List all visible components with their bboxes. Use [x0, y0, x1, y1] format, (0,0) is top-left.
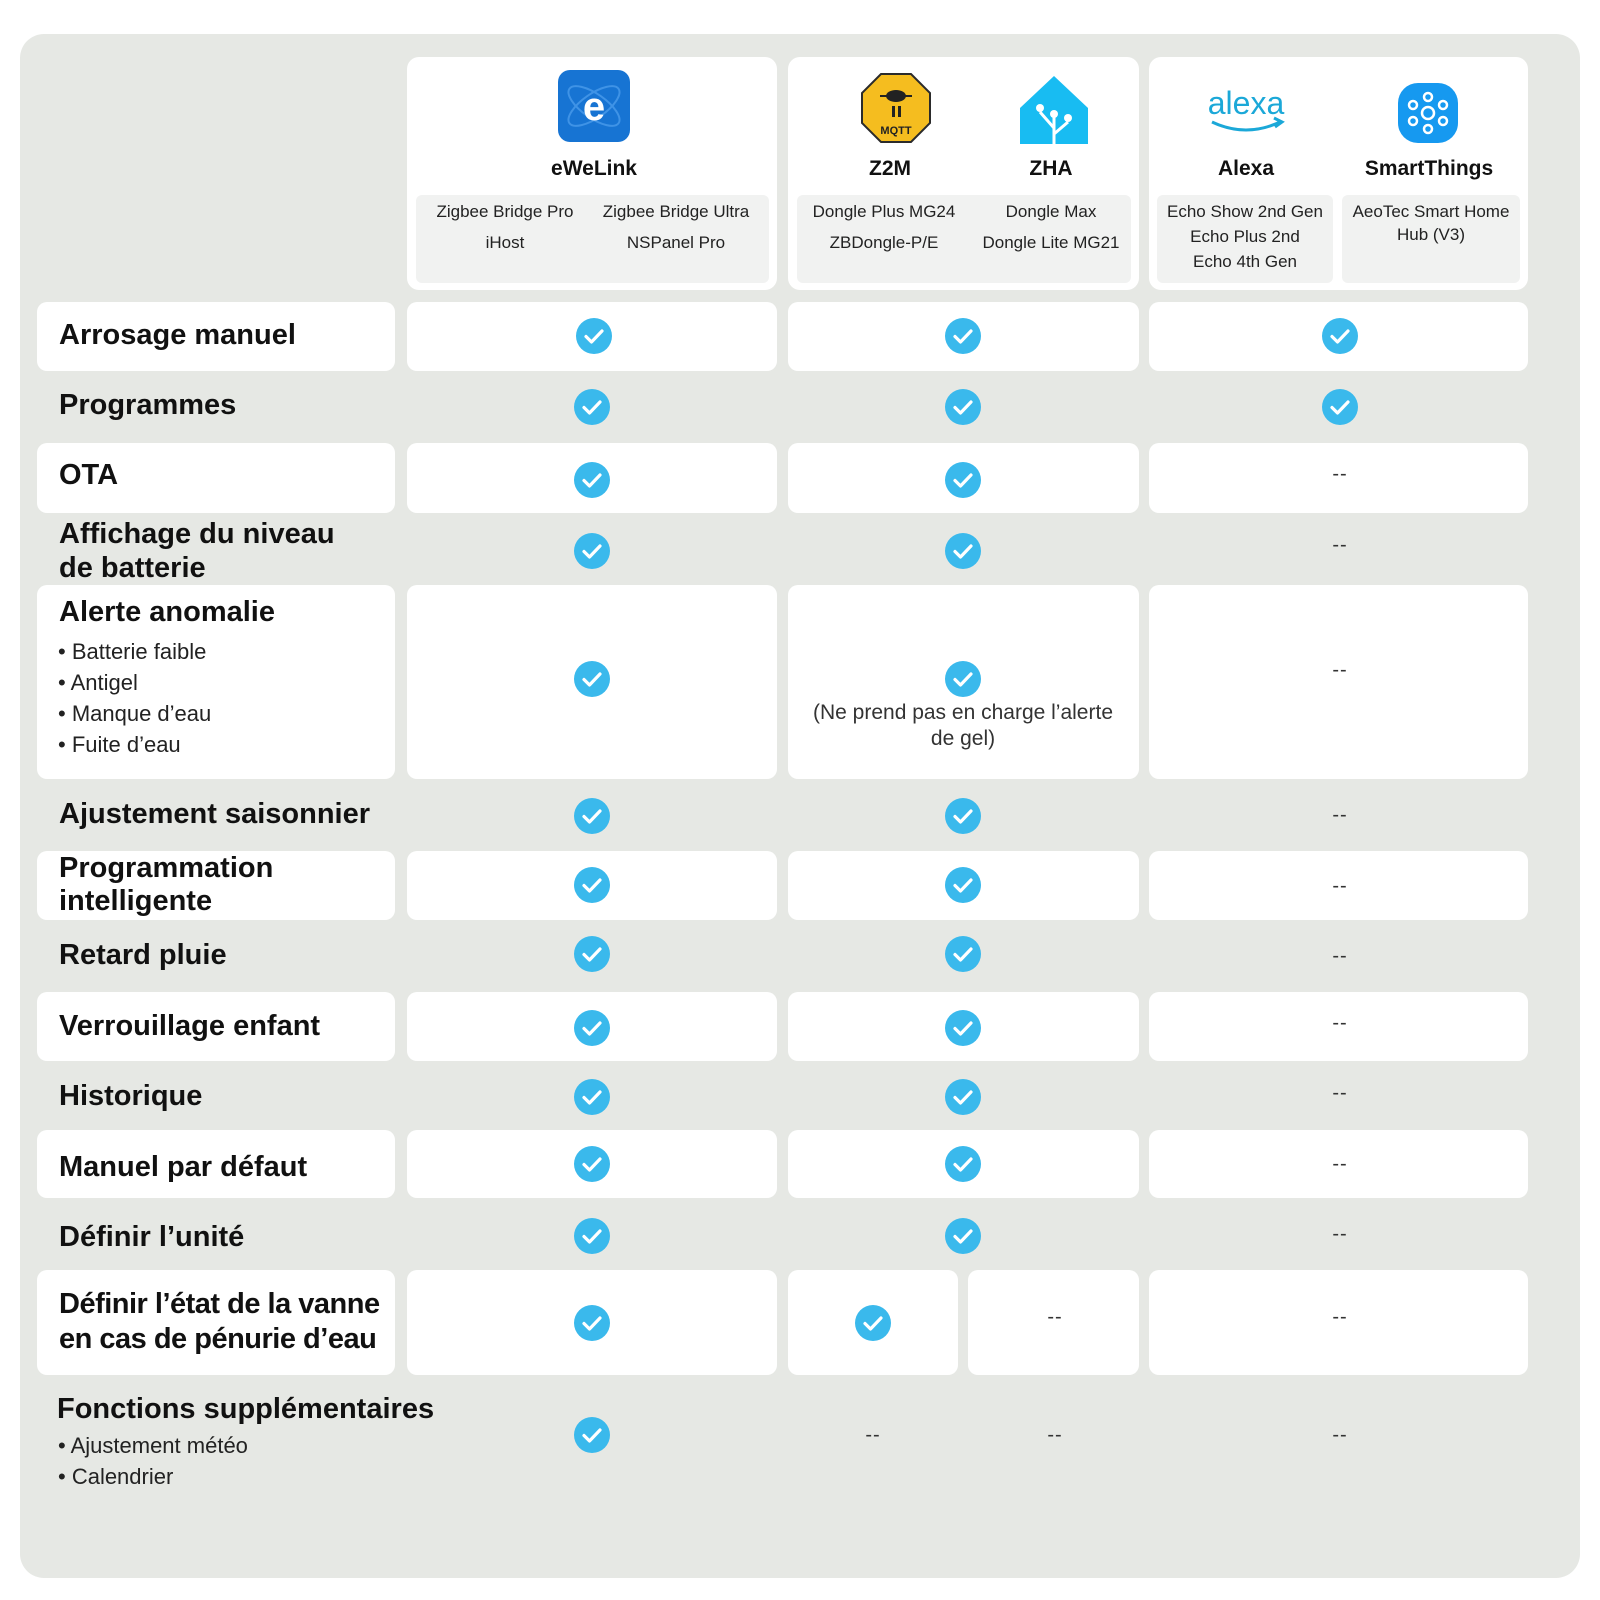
check-circle-icon — [1322, 389, 1358, 425]
feature-vanne-line1: Définir l’état de la vanne — [59, 1288, 380, 1320]
svg-text:MQTT: MQTT — [880, 125, 912, 137]
check-circle-icon — [945, 1146, 981, 1182]
dash-pluie-alexa: -- — [1332, 945, 1348, 967]
check-circle-icon — [574, 936, 610, 972]
check-circle-icon — [574, 1417, 610, 1453]
check-circle-icon — [574, 533, 610, 569]
check-circle-icon — [945, 1218, 981, 1254]
device-aeotec-hub: AeoTec Smart Home — [1352, 202, 1510, 221]
check-circle-icon — [945, 1079, 981, 1115]
feature-manuel-par-defaut: Manuel par défaut — [59, 1151, 308, 1183]
check-circle-icon — [576, 318, 612, 354]
check-circle-icon — [1322, 318, 1358, 354]
check-circle-icon — [945, 318, 981, 354]
feature-programmation-line1: Programmation — [59, 852, 274, 884]
z2m-logo-icon — [860, 72, 932, 144]
device-zigbee-bridge-ultra: Zigbee Bridge Ultra — [602, 202, 750, 221]
dash-unite-alexa: -- — [1332, 1223, 1348, 1245]
row-card-alexa — [1149, 585, 1528, 779]
dash-ota-alexa: -- — [1332, 463, 1348, 485]
check-circle-icon — [574, 1079, 610, 1115]
bullet-manque-eau: • Manque d’eau — [58, 701, 212, 726]
feature-programmation-line2: intelligente — [59, 885, 213, 917]
check-circle-icon — [574, 1010, 610, 1046]
bullet-batterie-faible: • Batterie faible — [58, 639, 207, 664]
dash-manuel-alexa: -- — [1332, 1153, 1348, 1175]
dash-fonctions-zha: -- — [1047, 1424, 1063, 1446]
feature-programmes: Programmes — [59, 389, 237, 421]
check-circle-icon — [945, 798, 981, 834]
device-ihost: iHost — [485, 233, 525, 252]
dash-vanne-zha: -- — [1047, 1306, 1063, 1328]
device-nspanel-pro: NSPanel Pro — [626, 233, 726, 252]
dash-fonctions-alexa: -- — [1332, 1424, 1348, 1446]
device-echo-plus: Echo Plus 2nd — [1190, 227, 1300, 246]
brand-z2m: Z2M — [869, 157, 911, 180]
brand-ewelink: eWeLink — [551, 157, 637, 180]
dash-verrouillage-alexa: -- — [1332, 1012, 1348, 1034]
check-circle-icon — [945, 462, 981, 498]
device-aeotec-hub-v3: Hub (V3) — [1396, 225, 1466, 244]
device-dongle-max: Dongle Max — [1005, 202, 1097, 221]
smartthings-logo-icon — [1398, 83, 1458, 143]
feature-alerte-anomalie: Alerte anomalie — [59, 596, 275, 628]
brand-smartthings: SmartThings — [1364, 157, 1494, 180]
check-circle-icon — [574, 1305, 610, 1341]
bullet-ajustement-meteo: • Ajustement météo — [58, 1433, 248, 1458]
check-circle-icon — [945, 661, 981, 697]
check-circle-icon — [574, 661, 610, 697]
alexa-logo-icon — [1202, 82, 1290, 138]
dash-saisonnier-alexa: -- — [1332, 804, 1348, 826]
svg-text:e: e — [582, 85, 606, 129]
brand-zha: ZHA — [1029, 157, 1073, 180]
device-dongle-lite-mg21: Dongle Lite MG21 — [982, 233, 1120, 252]
feature-definir-unite: Définir l’unité — [59, 1221, 245, 1253]
check-circle-icon — [574, 1146, 610, 1182]
check-circle-icon — [574, 462, 610, 498]
check-circle-icon — [945, 936, 981, 972]
check-circle-icon — [945, 867, 981, 903]
bullet-fuite-eau: • Fuite d’eau — [58, 732, 181, 757]
device-echo-show: Echo Show 2nd Gen — [1167, 202, 1323, 221]
check-circle-icon — [945, 1010, 981, 1046]
feature-ajustement-saisonnier: Ajustement saisonnier — [59, 798, 371, 830]
feature-vanne-line2: en cas de pénurie d’eau — [59, 1323, 377, 1355]
bullet-calendrier: • Calendrier — [58, 1464, 174, 1489]
dash-batterie-alexa: -- — [1332, 534, 1348, 556]
feature-retard-pluie: Retard pluie — [59, 939, 227, 971]
svg-text:alexa: alexa — [1207, 85, 1285, 121]
feature-fonctions-supplementaires: Fonctions supplémentaires — [57, 1393, 435, 1425]
feature-verrouillage-enfant: Verrouillage enfant — [59, 1010, 321, 1042]
z2m-gel-note: (Ne prend pas en charge l’alerte de gel) — [812, 701, 1113, 750]
feature-arrosage-manuel: Arrosage manuel — [59, 319, 296, 351]
brand-alexa: Alexa — [1217, 157, 1275, 180]
check-circle-icon — [574, 867, 610, 903]
device-dongle-plus-mg24: Dongle Plus MG24 — [812, 202, 956, 221]
feature-historique: Historique — [59, 1080, 203, 1112]
feature-ota: OTA — [59, 459, 119, 491]
check-circle-icon — [574, 389, 610, 425]
feature-batterie-line1: Affichage du niveau — [59, 518, 335, 550]
bullet-antigel: • Antigel — [58, 670, 138, 695]
home-assistant-logo-icon — [1018, 74, 1090, 144]
dash-fonctions-z2m: -- — [865, 1424, 881, 1446]
check-circle-icon — [855, 1305, 891, 1341]
check-circle-icon — [574, 1218, 610, 1254]
check-circle-icon — [574, 798, 610, 834]
dash-vanne-alexa: -- — [1332, 1306, 1348, 1328]
dash-programmation-alexa: -- — [1332, 875, 1348, 897]
device-zbdongle-pe: ZBDongle-P/E — [829, 233, 939, 252]
device-zigbee-bridge-pro: Zigbee Bridge Pro — [436, 202, 574, 221]
feature-batterie-line2: de batterie — [59, 552, 206, 584]
check-circle-icon — [945, 533, 981, 569]
device-echo-4th: Echo 4th Gen — [1193, 252, 1297, 271]
check-circle-icon — [945, 389, 981, 425]
dash-alerte-alexa: -- — [1332, 659, 1348, 681]
dash-historique-alexa: -- — [1332, 1082, 1348, 1104]
ewelink-logo-icon — [558, 70, 630, 142]
